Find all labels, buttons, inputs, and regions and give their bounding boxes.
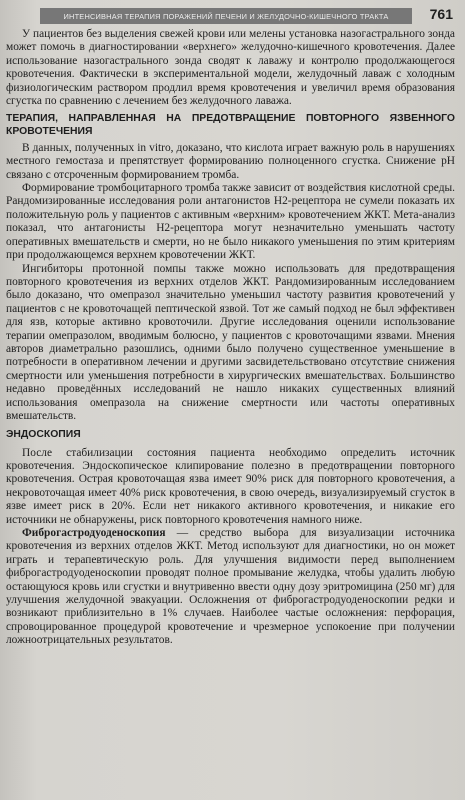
section1-paragraph-2: Формирование тромбоцитарного тромба также зависит от воздействия кислотной среды. Рандомизированные исследования роли антагонистов H2-рецептора не сумели показать их положительную роль у пациентов с активным «верхним» кровотечением ЖКТ. Мета-анализ показал, что антагонисты H2-рецептора могут незначительно уменьшать частоту оперативных вмешательств и смерти, но не было никакого уменьшения по этим критериям при продолжающемся верхнем кровотечении ЖКТ. — [6, 182, 455, 262]
section1-paragraph-3: Ингибиторы протонной помпы также можно использовать для предотвращения повторного кровотечения из верхних отделов ЖКТ. Рандомизированным исследованием было доказано, что омепразол значительно уменьшил частоту развития кровотечений у пациентов с не кровоточащей пептической язвой. Тот же самый подход не был эффективен для язв, которые активно кровоточили. Другие исследования оценили использование терапии омепразолом, вводимым болюсно, у пациентов с кровоточащими язвами. Мнения авторов диаметрально разошлись, одними было получено существенное уменьшение в потребности в оперативном лечении и другими засвидетельствовано отсутствие снижения смертности или уменьшения потребности в хирургических вмешательствах. Большинство недавно проведённых исследований не нашло никаких существенных влияний использования омепразола на снижение смертности или частоты оперативных вмешательств. — [6, 262, 455, 422]
page-number: 761 — [429, 6, 453, 22]
term-fgds: Фиброгастродуоденоскопия — [22, 527, 166, 540]
section2-paragraph-2-text: — средство выбора для визуализации источника кровотечения из верхних отделов ЖКТ. Метод используют для диагностики, но он может играть и терапевтическую роль. Для улучшения видимости перед выполнением фиброгастродуоденоскопии проводят полное промывание желудка, чтобы удалить любую остающуюся кровь или сгустки и внутривенно ввести одну дозу эритромицина (250 мг) для улучшения желудочной эвакуации. Осложнения от фиброгастродуоденоскопии редки и возникают приблизительно в 1% случаев. Наиболее частые осложнения: перфорация, спровоцированное процедурой кровотечение и чрезмерное успокоение при получении ложноотрицательных результатов. — [6, 527, 455, 647]
section-title-ulcer-rebleeding: ТЕРАПИЯ, НАПРАВЛЕННАЯ НА ПРЕДОТВРАЩЕНИЕ ПОВТОРНОГО ЯЗВЕННОГО КРОВОТЕЧЕНИЯ — [6, 113, 455, 137]
section2-paragraph-1: После стабилизации состояния пациента необходимо определить источник кровотечения. Эндоскопическое клипирование полезно в предотвращении повторного кровотечения. Острая кровоточащая язва имеет 90% риск для повторного кровотечения, а некровоточащая имеет 40% риск кровотечения, в свою очередь, визуализируемый сгусток в язве имеет риск в 20%. Если нет никакого активного кровотечения, и никакие его источники не обнаружены, риск повторного кровотечения намного ниже. — [6, 446, 455, 526]
section1-paragraph-1: В данных, полученных in vitro, доказано, что кислота играет важную роль в нарушениях местного гемостаза и препятствует формированию полноценного сгустка. Снижение pH связано с отсроченным формированием тромба. — [6, 141, 455, 181]
running-title: ИНТЕНСИВНАЯ ТЕРАПИЯ ПОРАЖЕНИЙ ПЕЧЕНИ И ЖЕЛУДОЧНО-КИШЕЧНОГО ТРАКТА — [63, 11, 389, 21]
running-header — [40, 8, 412, 24]
section2-paragraph-2 — [6, 527, 455, 648]
section-title-endoscopy: ЭНДОСКОПИЯ — [6, 429, 81, 441]
intro-paragraph: У пациентов без выделения свежей крови или мелены установка назогастрального зонда может помочь в диагностировании «верхнего» желудочно-кишечного кровотечения. Далее использование назогастрального зонда сводят к лаважу и контролю продолжающегося кровотечения. Фактически в экспериментальной модели, желудочный лаваж с холодным физиологическим раствором продлил время кровотечения и увеличил время образования сгустка по сравнению с лечением без желудочного лаважа. — [6, 28, 455, 108]
page-content — [6, 28, 455, 648]
